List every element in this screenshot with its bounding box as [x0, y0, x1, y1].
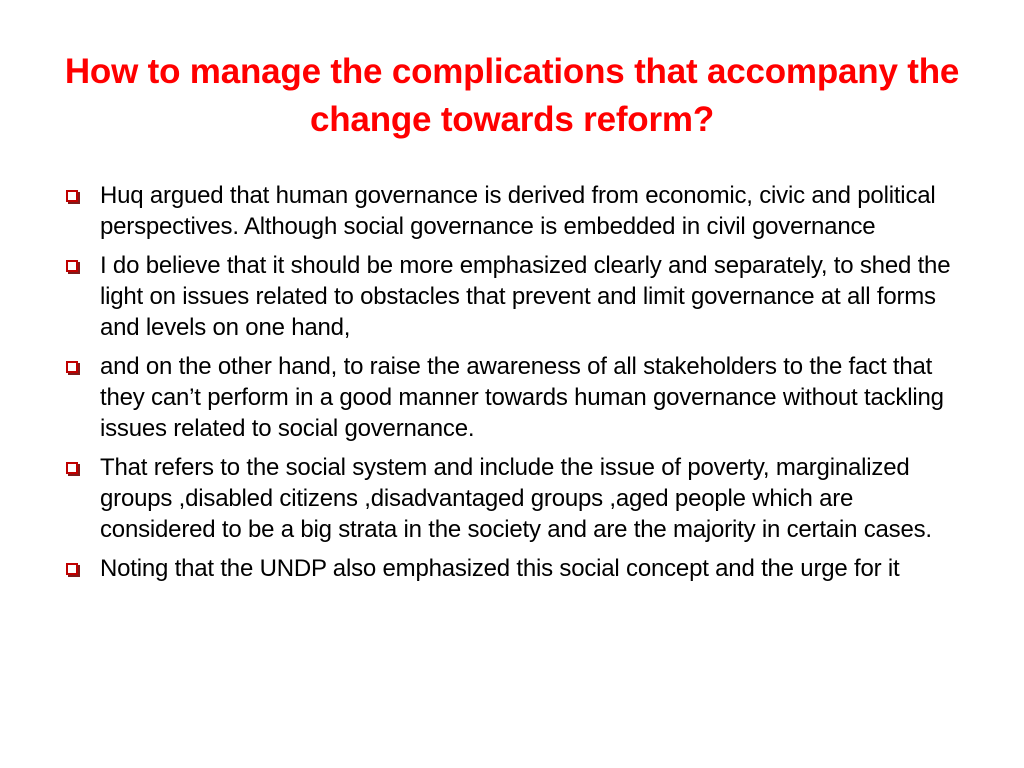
bullet-text: and on the other hand, to raise the awareness of all stakeholders to the fact that they can’t perform in a good manner towards human governance without tackling issues related to social governance. [100, 353, 944, 442]
bullet-item [64, 180, 964, 242]
square-bullet-icon [66, 361, 78, 373]
bullet-text: I do believe that it should be more emphasized clearly and separately, to shed the light on issues related to obstacles that prevent and limit governance at all forms and levels on one hand, [100, 252, 951, 341]
bullet-list [64, 180, 964, 592]
slide-title: How to manage the complications that accompany the change towards reform? [64, 52, 960, 139]
bullet-item [64, 351, 964, 444]
bullet-item [64, 452, 964, 545]
bullet-item [64, 553, 964, 584]
bullet-text: Noting that the UNDP also emphasized this social concept and the urge for it [100, 555, 900, 582]
bullet-item [64, 250, 964, 343]
square-bullet-icon [66, 462, 78, 474]
square-bullet-icon [66, 563, 78, 575]
square-bullet-icon [66, 260, 78, 272]
bullet-text: That refers to the social system and include the issue of poverty, marginalized groups ,disabled citizens ,disadvantaged groups ,aged people which are considered to be a big strata in the society and are the majority in certain cases. [100, 454, 932, 543]
bullet-text: Huq argued that human governance is derived from economic, civic and political perspectives. Although social governance is embedded in civil governance [100, 182, 936, 240]
square-bullet-icon [66, 190, 78, 202]
